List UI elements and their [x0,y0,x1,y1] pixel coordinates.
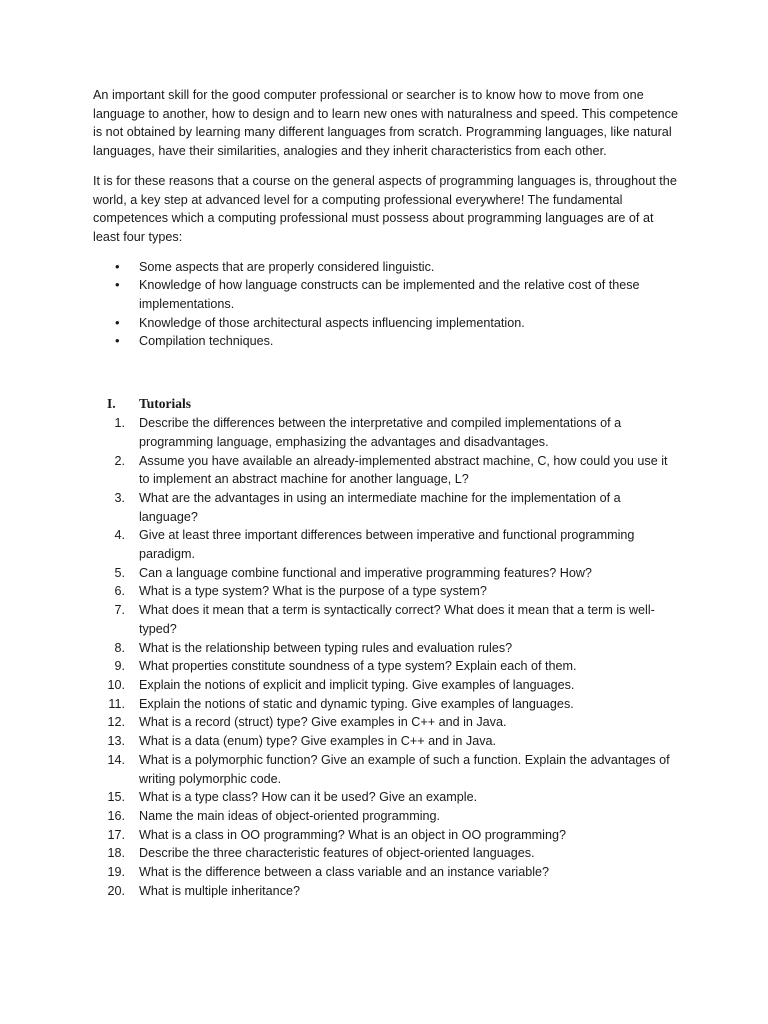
question-number: 19. [107,865,125,880]
question-text: What are the advantages in using an intermediate machine for the implementation of a language? [139,490,621,524]
question-item [93,564,681,583]
question-text: What is a class in OO programming? What is an object in OO programming? [139,827,566,842]
question-text: Name the main ideas of object-oriented programming. [139,808,441,823]
question-text: Explain the notions of explicit and implicit typing. Give examples of languages. [139,677,575,692]
question-text: Describe the three characteristic features of object-oriented languages. [139,846,535,861]
question-number: 11. [108,696,125,711]
question-number: 13. [107,734,125,749]
bullet-text: Knowledge of those architectural aspects influencing implementation. [139,315,525,330]
intro-paragraph-2: It is for these reasons that a course on the general aspects of programming languages is, throughout the world, a key step at advanced level for a computing professional everywhere! The fundamental competences which a computing professional must possess about programming languages are of at least four types: [93,173,677,244]
question-item [93,788,681,807]
bullet-item [93,332,681,351]
question-item [93,582,681,601]
question-text: Describe the differences between the interpretative and compiled implementations of a programming language, emphasizing the advantages and disadvantages. [139,416,622,449]
bullet-item [93,258,681,277]
bullet-text: Some aspects that are properly considered linguistic. [139,259,435,274]
question-item [93,676,681,695]
section-heading [93,394,681,414]
bullet-icon: • [115,277,120,293]
section-title: Tutorials [139,396,192,412]
question-item [93,489,681,526]
question-text: What properties constitute soundness of a type system? Explain each of them. [139,659,577,674]
bullet-text: Compilation techniques. [139,334,274,349]
question-item [93,657,681,676]
question-item [93,639,681,658]
question-text: What is the relationship between typing rules and evaluation rules? [139,640,513,655]
question-number: 14. [107,752,125,767]
question-text: What is a record (struct) type? Give examples in C++ and in Java. [139,715,507,730]
question-number: 10. [107,677,125,692]
tutorial-question-list [93,414,681,900]
question-text: What is the difference between a class variable and an instance variable? [139,865,550,880]
question-number: 17. [107,827,125,842]
question-item [93,695,681,714]
document-body [93,86,681,900]
question-number: 1. [114,416,125,431]
bullet-icon: • [115,333,120,349]
question-text: Explain the notions of static and dynamic typing. Give examples of languages. [139,696,574,711]
question-number: 2. [114,453,125,468]
question-item [93,844,681,863]
section-number: I. [107,396,116,412]
question-number: 15. [107,790,125,805]
question-number: 18. [107,846,125,861]
question-item [93,863,681,882]
question-text: What is a type system? What is the purpose of a type system? [139,584,487,599]
question-number: 3. [114,490,125,505]
question-text: What is multiple inheritance? [139,883,300,898]
question-item [93,713,681,732]
question-number: 8. [114,640,125,655]
question-number: 16. [107,808,125,823]
bullet-icon: • [115,258,120,274]
question-number: 5. [114,565,125,580]
question-number: 4. [114,528,125,543]
question-item [93,826,681,845]
question-text: What is a type class? How can it be used? Give an example. [139,790,478,805]
question-text: What is a data (enum) type? Give examples in C++ and in Java. [139,734,497,749]
question-number: 6. [114,584,125,599]
question-text: Assume you have available an already-implemented abstract machine, C, how could you use it to implement an abstract machine for another language, L? [139,453,668,487]
competences-bullet-list [93,258,681,352]
bullet-icon: • [115,314,120,330]
question-text: Give at least three important differences between imperative and functional programming paradigm. [139,528,635,562]
question-number: 20. [107,883,125,898]
question-number: 9. [114,659,125,674]
question-item [93,601,681,638]
question-text: Can a language combine functional and imperative programming features? How? [139,565,592,580]
question-item [93,452,681,489]
question-text: What is a polymorphic function? Give an example of such a function. Explain the advantages of writing polymorphic code. [139,752,670,786]
question-text: What does it mean that a term is syntactically correct? What does it mean that a term is well-typed? [139,603,655,636]
question-item [93,414,681,451]
question-item [93,882,681,901]
intro-paragraph-1: An important skill for the good computer professional or searcher is to know how to move from one language to another, how to design and to learn new ones with naturalness and speed. This competence is not obtained by learning many different languages from scratch. Programming languages, like natural languages, have their similarities, analogies and they inherit characteristics from each other. [93,88,678,159]
question-number: 7. [114,603,125,618]
question-item [93,751,681,788]
question-item [93,526,681,563]
question-item [93,807,681,826]
question-item [93,732,681,751]
bullet-item [93,276,681,313]
bullet-item [93,314,681,333]
question-number: 12. [107,715,125,730]
bullet-text: Knowledge of how language constructs can be implemented and the relative cost of these implementations. [139,278,640,312]
